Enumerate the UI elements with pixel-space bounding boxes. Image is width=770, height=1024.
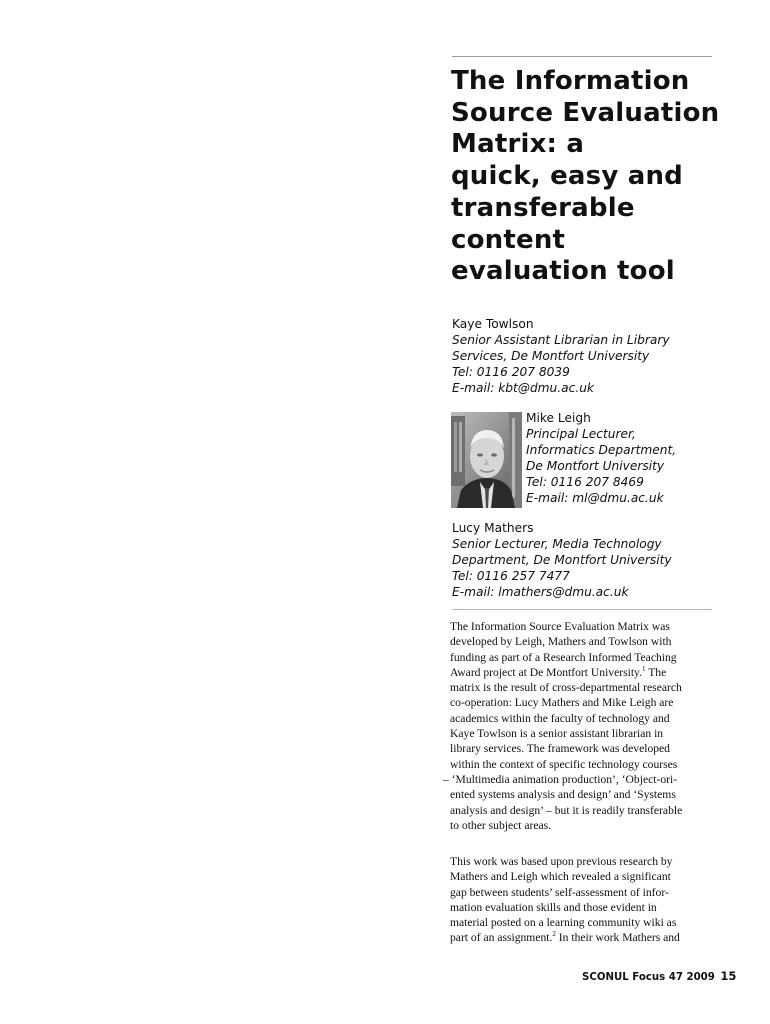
- body-line-text: part of an assignment.: [450, 931, 553, 945]
- page-footer: [582, 969, 736, 983]
- author-block-leigh: [526, 411, 676, 506]
- body-line: to other subject areas.: [450, 818, 552, 832]
- body-line: material posted on a learning community wiki as: [450, 916, 677, 930]
- footnote-ref[interactable]: 1: [642, 665, 646, 674]
- body-line: This work was based upon previous research by: [450, 855, 673, 868]
- title-line: evaluation tool: [451, 256, 675, 287]
- footnote-ref[interactable]: 2: [552, 930, 556, 939]
- author-photo-leigh: [451, 412, 522, 508]
- title-line: transferable: [451, 192, 635, 223]
- author-email[interactable]: E-mail: ml@dmu.ac.uk: [526, 490, 664, 505]
- author-name: Lucy Mathers: [452, 521, 534, 535]
- body-paragraph-2: [450, 854, 715, 946]
- body-line: developed by Leigh, Mathers and Towlson with: [450, 635, 672, 649]
- page-number: 15: [720, 969, 737, 983]
- author-email[interactable]: E-mail: kbt@dmu.ac.uk: [452, 380, 594, 395]
- body-line: library services. The framework was developed: [450, 742, 670, 756]
- body-line: – ‘Multimedia animation production’, ‘Object-ori-: [443, 772, 678, 786]
- body-line: funding as part of a Research Informed Teaching: [450, 650, 677, 664]
- body-line: mation evaluation skills and those evident in: [450, 900, 657, 914]
- author-block-towlson: [452, 317, 670, 397]
- title-line: Source Evaluation: [451, 97, 720, 128]
- body-line: academics within the faculty of technology and: [450, 711, 670, 725]
- body-line-text: Award project at De Montfort University.: [450, 665, 643, 679]
- journal-citation: SCONUL Focus 47 2009: [582, 972, 715, 983]
- body-line: gap between students’ self-assessment of infor-: [450, 885, 669, 899]
- author-role: Senior Lecturer, Media Technology: [452, 536, 662, 551]
- body-line: Mathers and Leigh which revealed a significant: [450, 870, 671, 884]
- body-line: analysis and design’ – but it is readily transferable: [450, 803, 683, 817]
- author-role: Informatics Department,: [526, 442, 677, 457]
- title-line: The Information: [451, 66, 690, 96]
- author-role: Department, De Montfort University: [452, 552, 672, 567]
- article-title: [451, 66, 751, 288]
- body-line: co-operation: Lucy Mathers and Mike Leigh are: [450, 696, 674, 710]
- body-line: Kaye Towlson is a senior assistant librarian in: [450, 727, 664, 741]
- body-line: [450, 665, 715, 680]
- author-role: De Montfort University: [526, 458, 665, 473]
- author-role: Services, De Montfort University: [452, 348, 650, 363]
- body-line-tail: The: [645, 665, 667, 679]
- author-name: Mike Leigh: [526, 411, 591, 425]
- title-line: content: [451, 224, 566, 255]
- body-line: ented systems analysis and design’ and ‘Systems: [450, 788, 676, 802]
- body-line: The Information Source Evaluation Matrix was: [450, 620, 670, 633]
- title-line: quick, easy and: [451, 161, 683, 192]
- author-tel: Tel: 0116 207 8469: [526, 474, 644, 489]
- author-tel: Tel: 0116 207 8039: [452, 364, 570, 379]
- title-line: Matrix: a: [451, 129, 585, 160]
- author-role: Principal Lecturer,: [526, 426, 636, 441]
- body-line: matrix is the result of cross-departmental research: [450, 681, 682, 695]
- author-email[interactable]: E-mail: lmathers@dmu.ac.uk: [452, 584, 629, 599]
- body-line-tail: In their work Mathers and: [555, 931, 680, 945]
- author-block-mathers: [452, 521, 672, 601]
- author-tel: Tel: 0116 257 7477: [452, 568, 570, 583]
- author-name: Kaye Towlson: [452, 317, 534, 331]
- body-line: within the context of specific technology courses: [450, 757, 678, 771]
- section-divider: [452, 609, 712, 610]
- body-line: [450, 930, 715, 945]
- author-role: Senior Assistant Librarian in Library: [452, 332, 670, 347]
- top-rule: [452, 56, 712, 57]
- body-paragraph-1: [443, 619, 715, 833]
